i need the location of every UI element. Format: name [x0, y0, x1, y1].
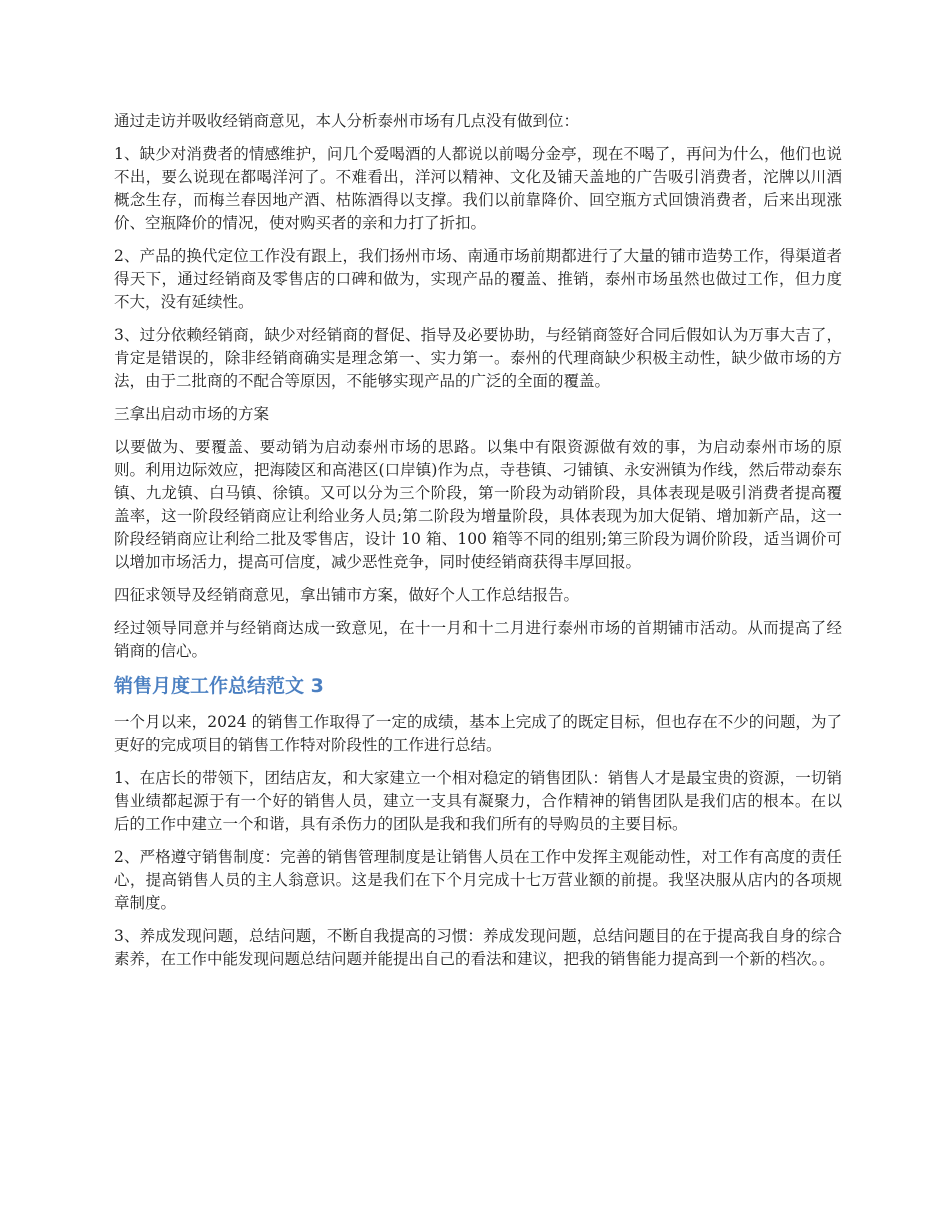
point-2-paragraph: 2、产品的换代定位工作没有跟上，我们扬州市场、南通市场前期都进行了大量的铺市造势工作，得渠道者得天下，通过经销商及零售店的口碑和做为，实现产品的覆盖、推销，泰州市场虽然也做过工作，但力度不大，没有延续性。: [114, 247, 842, 311]
section-heading: 销售月度工作总结范文 3: [114, 675, 324, 697]
section-four-title: 四征求领导及经销商意见，拿出铺市方案，做好个人工作总结报告。: [114, 586, 580, 604]
section-three-title: 三拿出启动市场的方案: [114, 405, 270, 423]
document-body: [114, 110, 842, 981]
summary-point-3-paragraph: 3、养成发现问题，总结问题，不断自我提高的习惯：养成发现问题，总结问题目的在于提高我自身的综合素养，在工作中能发现问题总结问题并能提出自己的看法和建议，把我的销售能力提高到一个新的档次。。: [114, 927, 842, 968]
summary-point-2-paragraph: 2、严格遵守销售制度：完善的销售管理制度是让销售人员在工作中发挥主观能动性，对工作有高度的责任心，提高销售人员的主人翁意识。这是我们在下个月完成十七万营业额的前提。我坚决服从店内的各项规章制度。: [114, 848, 842, 912]
intro-paragraph: 通过走访并吸收经销商意见，本人分析泰州市场有几点没有做到位：: [114, 112, 580, 130]
result-paragraph: 经过领导同意并与经销商达成一致意见，在十一月和十二月进行泰州市场的首期铺市活动。从而提高了经销商的信心。: [114, 619, 842, 660]
point-3-paragraph: 3、过分依赖经销商，缺少对经销商的督促、指导及必要协助，与经销商签好合同后假如认为万事大吉了，肯定是错误的，除非经销商确实是理念第一、实力第一。泰州的代理商缺少积极主动性，缺少做市场的方法，由于二批商的不配合等原因，不能够实现产品的广泛的全面的覆盖。: [114, 326, 842, 390]
summary-intro-paragraph: 一个月以来，2024 的销售工作取得了一定的成绩，基本上完成了的既定目标，但也存在不少的问题，为了更好的完成项目的销售工作特对阶段性的工作进行总结。: [114, 713, 842, 754]
point-1-paragraph: 1、缺少对消费者的情感维护，问几个爱喝酒的人都说以前喝分金亭，现在不喝了，再问为什么，他们也说不出，要么说现在都喝洋河了。不难看出，洋河以精神、文化及铺天盖地的广告吸引消费者，沱牌以川酒概念生存，而梅兰春因地产酒、枯陈酒得以支撑。我们以前靠降价、回空瓶方式回馈消费者，后来出现涨价、空瓶降价的情况，使对购买者的亲和力打了折扣。: [114, 145, 842, 232]
summary-point-1-paragraph: 1、在店长的带领下，团结店友，和大家建立一个相对稳定的销售团队：销售人才是最宝贵的资源，一切销售业绩都起源于有一个好的销售人员，建立一支具有凝聚力，合作精神的销售团队是我们店的根本。在以后的工作中建立一个和谐，具有杀伤力的团队是我和我们所有的导购员的主要目标。: [114, 769, 842, 833]
plan-paragraph: 以要做为、要覆盖、要动销为启动泰州市场的思路。以集中有限资源做有效的事，为启动泰州市场的原则。利用边际效应，把海陵区和高港区(口岸镇)作为点，寺巷镇、刁铺镇、永安洲镇为作线，然后带动泰东镇、九龙镇、白马镇、徐镇。又可以分为三个阶段，第一阶段为动销阶段，具体表现是吸引消费者提高覆盖率，这一阶段经销商应让利给业务人员;第二阶段为增量阶段，具体表现为加大促销、增加新产品，这一阶段经销商应让利给二批及零售店，设计 10 箱、100 箱等不同的组别;第三阶段为调价阶段，适当调价可以增加市场活力，提高可信度，减少恶性竞争，同时使经销商获得丰厚回报。: [114, 438, 842, 571]
